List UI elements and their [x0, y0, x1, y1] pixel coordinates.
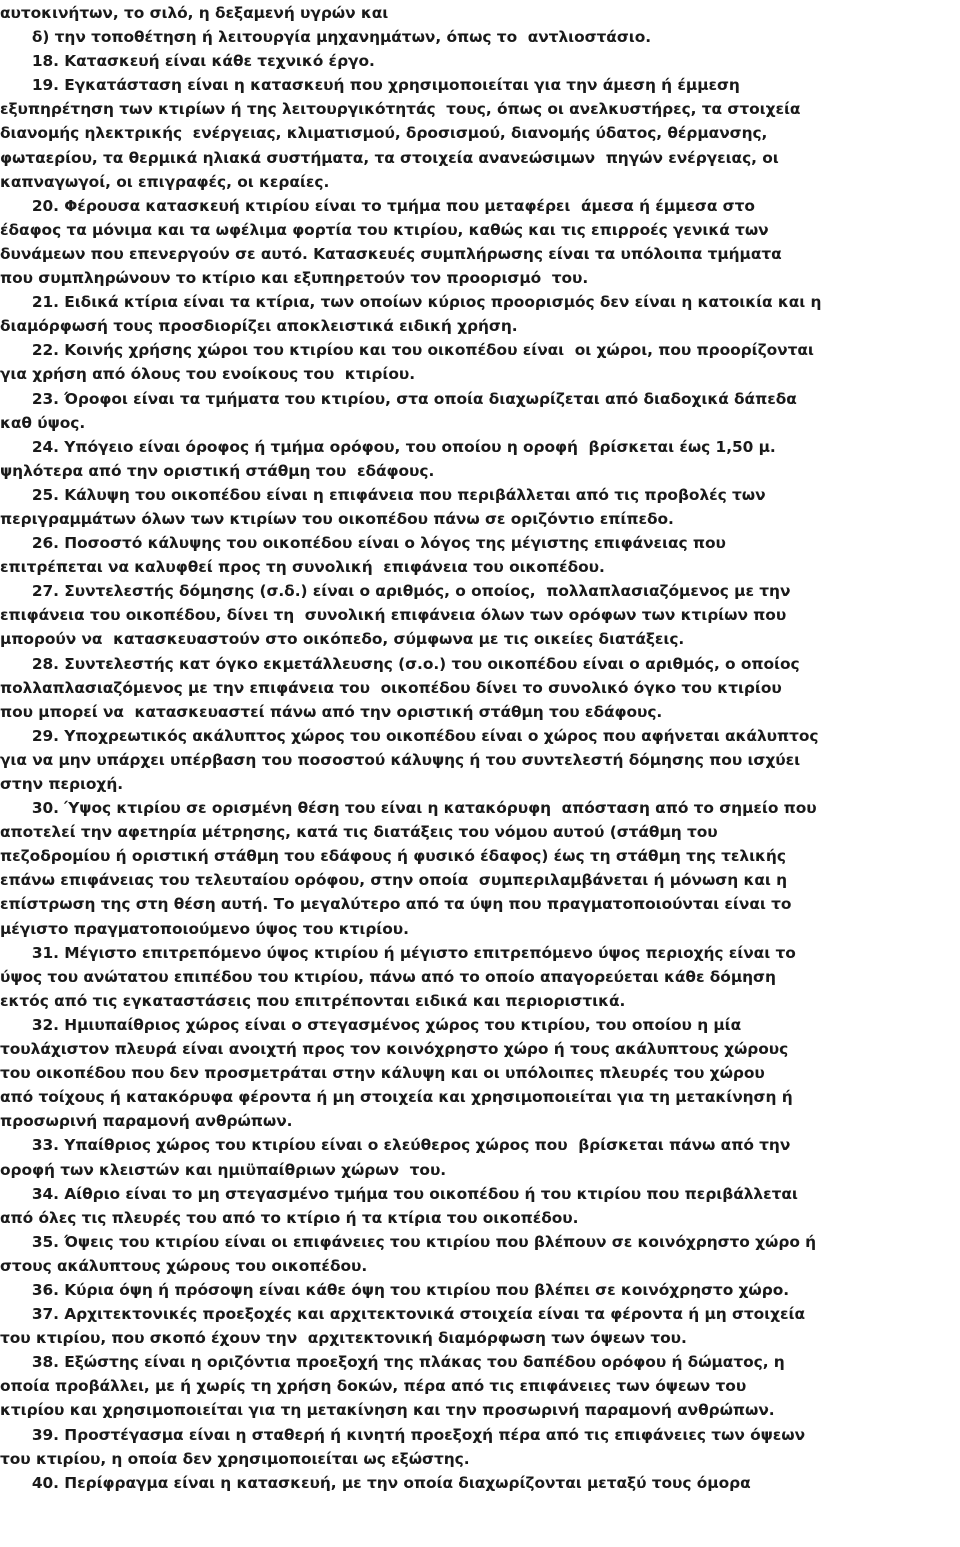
- text-line: διανομής ηλεκτρικής ενέργειας, κλιματισμού, δροσισμού, διανομής ύδατος, θέρμανσης,: [0, 124, 768, 143]
- text-line: 40. Περίφραγμα είναι η κατασκευή, με την οποία διαχωρίζονται μεταξύ τους όμορα: [0, 1473, 751, 1492]
- text-line: 20. Φέρουσα κατασκευή κτιρίου είναι το τμήμα που μεταφέρει άμεσα ή έμμεσα στο: [0, 196, 755, 215]
- text-line: από τοίχους ή κατακόρυφα φέροντα ή μη στοιχεία και χρησιμοποιείται για τη μετακίνηση ή: [0, 1088, 793, 1107]
- text-line: 19. Εγκατάσταση είναι η κατασκευή που χρησιμοποιείται για την άμεση ή έμμεση: [0, 76, 740, 95]
- text-line: 32. Ημιυπαίθριος χώρος είναι ο στεγασμένος χώρος του κτιρίου, του οποίου η μία: [0, 1015, 742, 1034]
- text-line: 29. Υποχρεωτικός ακάλυπτος χώρος του οικοπέδου είναι ο χώρος που αφήνεται ακάλυπτος: [0, 726, 819, 745]
- text-line: 34. Αίθριο είναι το μη στεγασμένο τμήμα του οικοπέδου ή του κτιρίου που περιβάλλεται: [0, 1184, 798, 1203]
- text-line: του κτιρίου, που σκοπό έχουν την αρχιτεκτονική διαμόρφωση των όψεων του.: [0, 1329, 687, 1348]
- text-line: του οικοπέδου που δεν προσμετράται στην κάλυψη και οι υπόλοιπες πλευρές του χώρου: [0, 1064, 765, 1083]
- text-line: ψηλότερα από την οριστική στάθμη του εδάφους.: [0, 461, 435, 480]
- text-line: αυτοκινήτων, το σιλό, η δεξαμενή υγρών και: [0, 4, 389, 22]
- text-line: που μπορεί να κατασκευαστεί πάνω από την οριστική στάθμη του εδάφους.: [0, 702, 663, 721]
- text-line: ύψος του ανώτατου επιπέδου του κτιρίου, πάνω από το οποίο απαγορεύεται κάθε δόμηση: [0, 967, 776, 986]
- text-line: μέγιστο πραγματοποιούμενο ύψος του κτιρίου.: [0, 919, 409, 938]
- text-line: οποία προβάλλει, με ή χωρίς τη χρήση δοκών, πέρα από τις επιφάνειες των όψεων του: [0, 1377, 747, 1396]
- text-line: για χρήση από όλους του ενοίκους του κτιρίου.: [0, 365, 415, 384]
- text-line: επιτρέπεται να καλυφθεί προς τη συνολική επιφάνεια του οικοπέδου.: [0, 558, 605, 577]
- text-line: έδαφος τα μόνιμα και τα ωφέλιμα φορτία του κτιρίου, καθώς και τις επιρροές γενικά των: [0, 220, 769, 239]
- text-line: τουλάχιστον πλευρά είναι ανοιχτή προς τον κοινόχρηστο χώρο ή τους ακάλυπτους χώρους: [0, 1040, 789, 1059]
- text-line: 25. Κάλυψη του οικοπέδου είναι η επιφάνεια που περιβάλλεται από τις προβολές των: [0, 485, 766, 504]
- text-line: επάνω επιφάνειας του τελευταίου ορόφου, στην οποία συμπεριλαμβάνεται ή μόνωση και η: [0, 871, 788, 890]
- text-line: εξυπηρέτηση των κτιρίων ή της λειτουργικότητάς τους, όπως οι ανελκυστήρες, τα στοιχεία: [0, 100, 801, 119]
- text-line: 35. Όψεις του κτιρίου είναι οι επιφάνειες του κτιρίου που βλέπουν σε κοινόχρηστο χώρο ή: [0, 1232, 817, 1251]
- text-line: 38. Εξώστης είναι η οριζόντια προεξοχή της πλάκας του δαπέδου ορόφου ή δώματος, η: [0, 1353, 785, 1372]
- text-line: για να μην υπάρχει υπέρβαση του ποσοστού κάλυψης ή του συντελεστή δόμησης που ισχύει: [0, 750, 801, 769]
- text-line: στους ακάλυπτους χώρους του οικοπέδου.: [0, 1256, 368, 1275]
- text-line: κτιρίου και χρησιμοποιείται για τη μετακίνηση και την προσωρινή παραμονή ανθρώπων.: [0, 1401, 775, 1420]
- text-line: 30. Ύψος κτιρίου σε ορισμένη θέση του είναι η κατακόρυφη απόσταση από το σημείο που: [0, 799, 817, 818]
- text-line: πεζοδρομίου ή οριστική στάθμη του εδάφους ή φυσικό έδαφος) έως τη στάθμη της τελικής: [0, 847, 786, 866]
- text-line: 23. Όροφοι είναι τα τμήματα του κτιρίου, στα οποία διαχωρίζεται από διαδοχικά δάπεδα: [0, 389, 797, 408]
- text-line: δ) την τοποθέτηση ή λειτουργία μηχανημάτων, όπως το αντλιοστάσιο.: [0, 28, 652, 47]
- text-line: 18. Κατασκευή είναι κάθε τεχνικό έργο.: [0, 52, 375, 71]
- text-line: καπναγωγοί, οι επιγραφές, οι κεραίες.: [0, 172, 330, 191]
- text-line: 24. Υπόγειο είναι όροφος ή τμήμα ορόφου, του οποίου η οροφή βρίσκεται έως 1,50 μ.: [0, 437, 776, 456]
- text-line: 28. Συντελεστής κατ όγκο εκμετάλλευσης (σ.ο.) του οικοπέδου είναι ο αριθμός, ο οποίος: [0, 654, 800, 673]
- text-line: αποτελεί την αφετηρία μέτρησης, κατά τις διατάξεις του νόμου αυτού (στάθμη του: [0, 823, 718, 842]
- text-line: 36. Κύρια όψη ή πρόσοψη είναι κάθε όψη του κτιρίου που βλέπει σε κοινόχρηστο χώρο.: [0, 1280, 790, 1299]
- text-line: από όλες τις πλευρές του από το κτίριο ή τα κτίρια του οικοπέδου.: [0, 1208, 579, 1227]
- text-line: μπορούν να κατασκευαστούν στο οικόπεδο, σύμφωνα με τις οικείες διατάξεις.: [0, 630, 685, 649]
- text-line: 21. Ειδικά κτίρια είναι τα κτίρια, των οποίων κύριος προορισμός δεν είναι η κατοικία και η: [0, 293, 822, 312]
- text-line: καθ ύψος.: [0, 413, 86, 432]
- text-line: περιγραμμάτων όλων των κτιρίων του οικοπέδου πάνω σε οριζόντιο επίπεδο.: [0, 509, 674, 528]
- text-line: επιφάνεια του οικοπέδου, δίνει τη συνολική επιφάνεια όλων των ορόφων των κτιρίων που: [0, 606, 787, 625]
- text-line: διαμόρφωσή τους προσδιορίζει αποκλειστικά ειδική χρήση.: [0, 317, 518, 336]
- text-line: του κτιρίου, η οποία δεν χρησιμοποιείται ως εξώστης.: [0, 1449, 470, 1468]
- text-line: πολλαπλασιαζόμενος με την επιφάνεια του οικοπέδου δίνει το συνολικό όγκο του κτιρίου: [0, 678, 782, 697]
- text-line: στην περιοχή.: [0, 775, 124, 793]
- text-line: 31. Μέγιστο επιτρεπόμενο ύψος κτιρίου ή μέγιστο επιτρεπόμενο ύψος περιοχής είναι το: [0, 943, 796, 962]
- text-line: 33. Υπαίθριος χώρος του κτιρίου είναι ο ελεύθερος χώρος που βρίσκεται πάνω από την: [0, 1136, 791, 1155]
- text-line: 37. Αρχιτεκτονικές προεξοχές και αρχιτεκτονικά στοιχεία είναι τα φέροντα ή μη στοιχεία: [0, 1305, 805, 1324]
- text-line: 27. Συντελεστής δόμησης (σ.δ.) είναι ο αριθμός, ο οποίος, πολλαπλασιαζόμενος με την: [0, 582, 791, 601]
- text-line: δυνάμεων που επενεργούν σε αυτό. Κατασκευές συμπλήρωσης είναι τα υπόλοιπα τμήματα: [0, 244, 782, 263]
- text-line: οροφή των κλειστών και ημιϋπαίθριων χώρων του.: [0, 1160, 447, 1179]
- text-line: προσωρινή παραμονή ανθρώπων.: [0, 1112, 293, 1131]
- text-line: 22. Κοινής χρήσης χώροι του κτιρίου και του οικοπέδου είναι οι χώροι, που προορίζονται: [0, 341, 814, 360]
- text-line: επίστρωση της στη θέση αυτή. Το μεγαλύτερο από τα ύψη που πραγματοποιούνται είναι το: [0, 895, 792, 914]
- text-line: εκτός από τις εγκαταστάσεις που επιτρέπονται ειδικά και περιοριστικά.: [0, 991, 626, 1010]
- text-line: φωταερίου, τα θερμικά ηλιακά συστήματα, τα στοιχεία ανανεώσιμων πηγών ενέργειας, οι: [0, 148, 779, 167]
- text-line: 26. Ποσοστό κάλυψης του οικοπέδου είναι ο λόγος της μέγιστης επιφάνειας που: [0, 534, 726, 553]
- text-line: 39. Προστέγασμα είναι η σταθερή ή κινητή προεξοχή πέρα από τις επιφάνειες των όψεων: [0, 1425, 806, 1444]
- text-line: που συμπληρώνουν το κτίριο και εξυπηρετούν τον προορισμό του.: [0, 269, 589, 288]
